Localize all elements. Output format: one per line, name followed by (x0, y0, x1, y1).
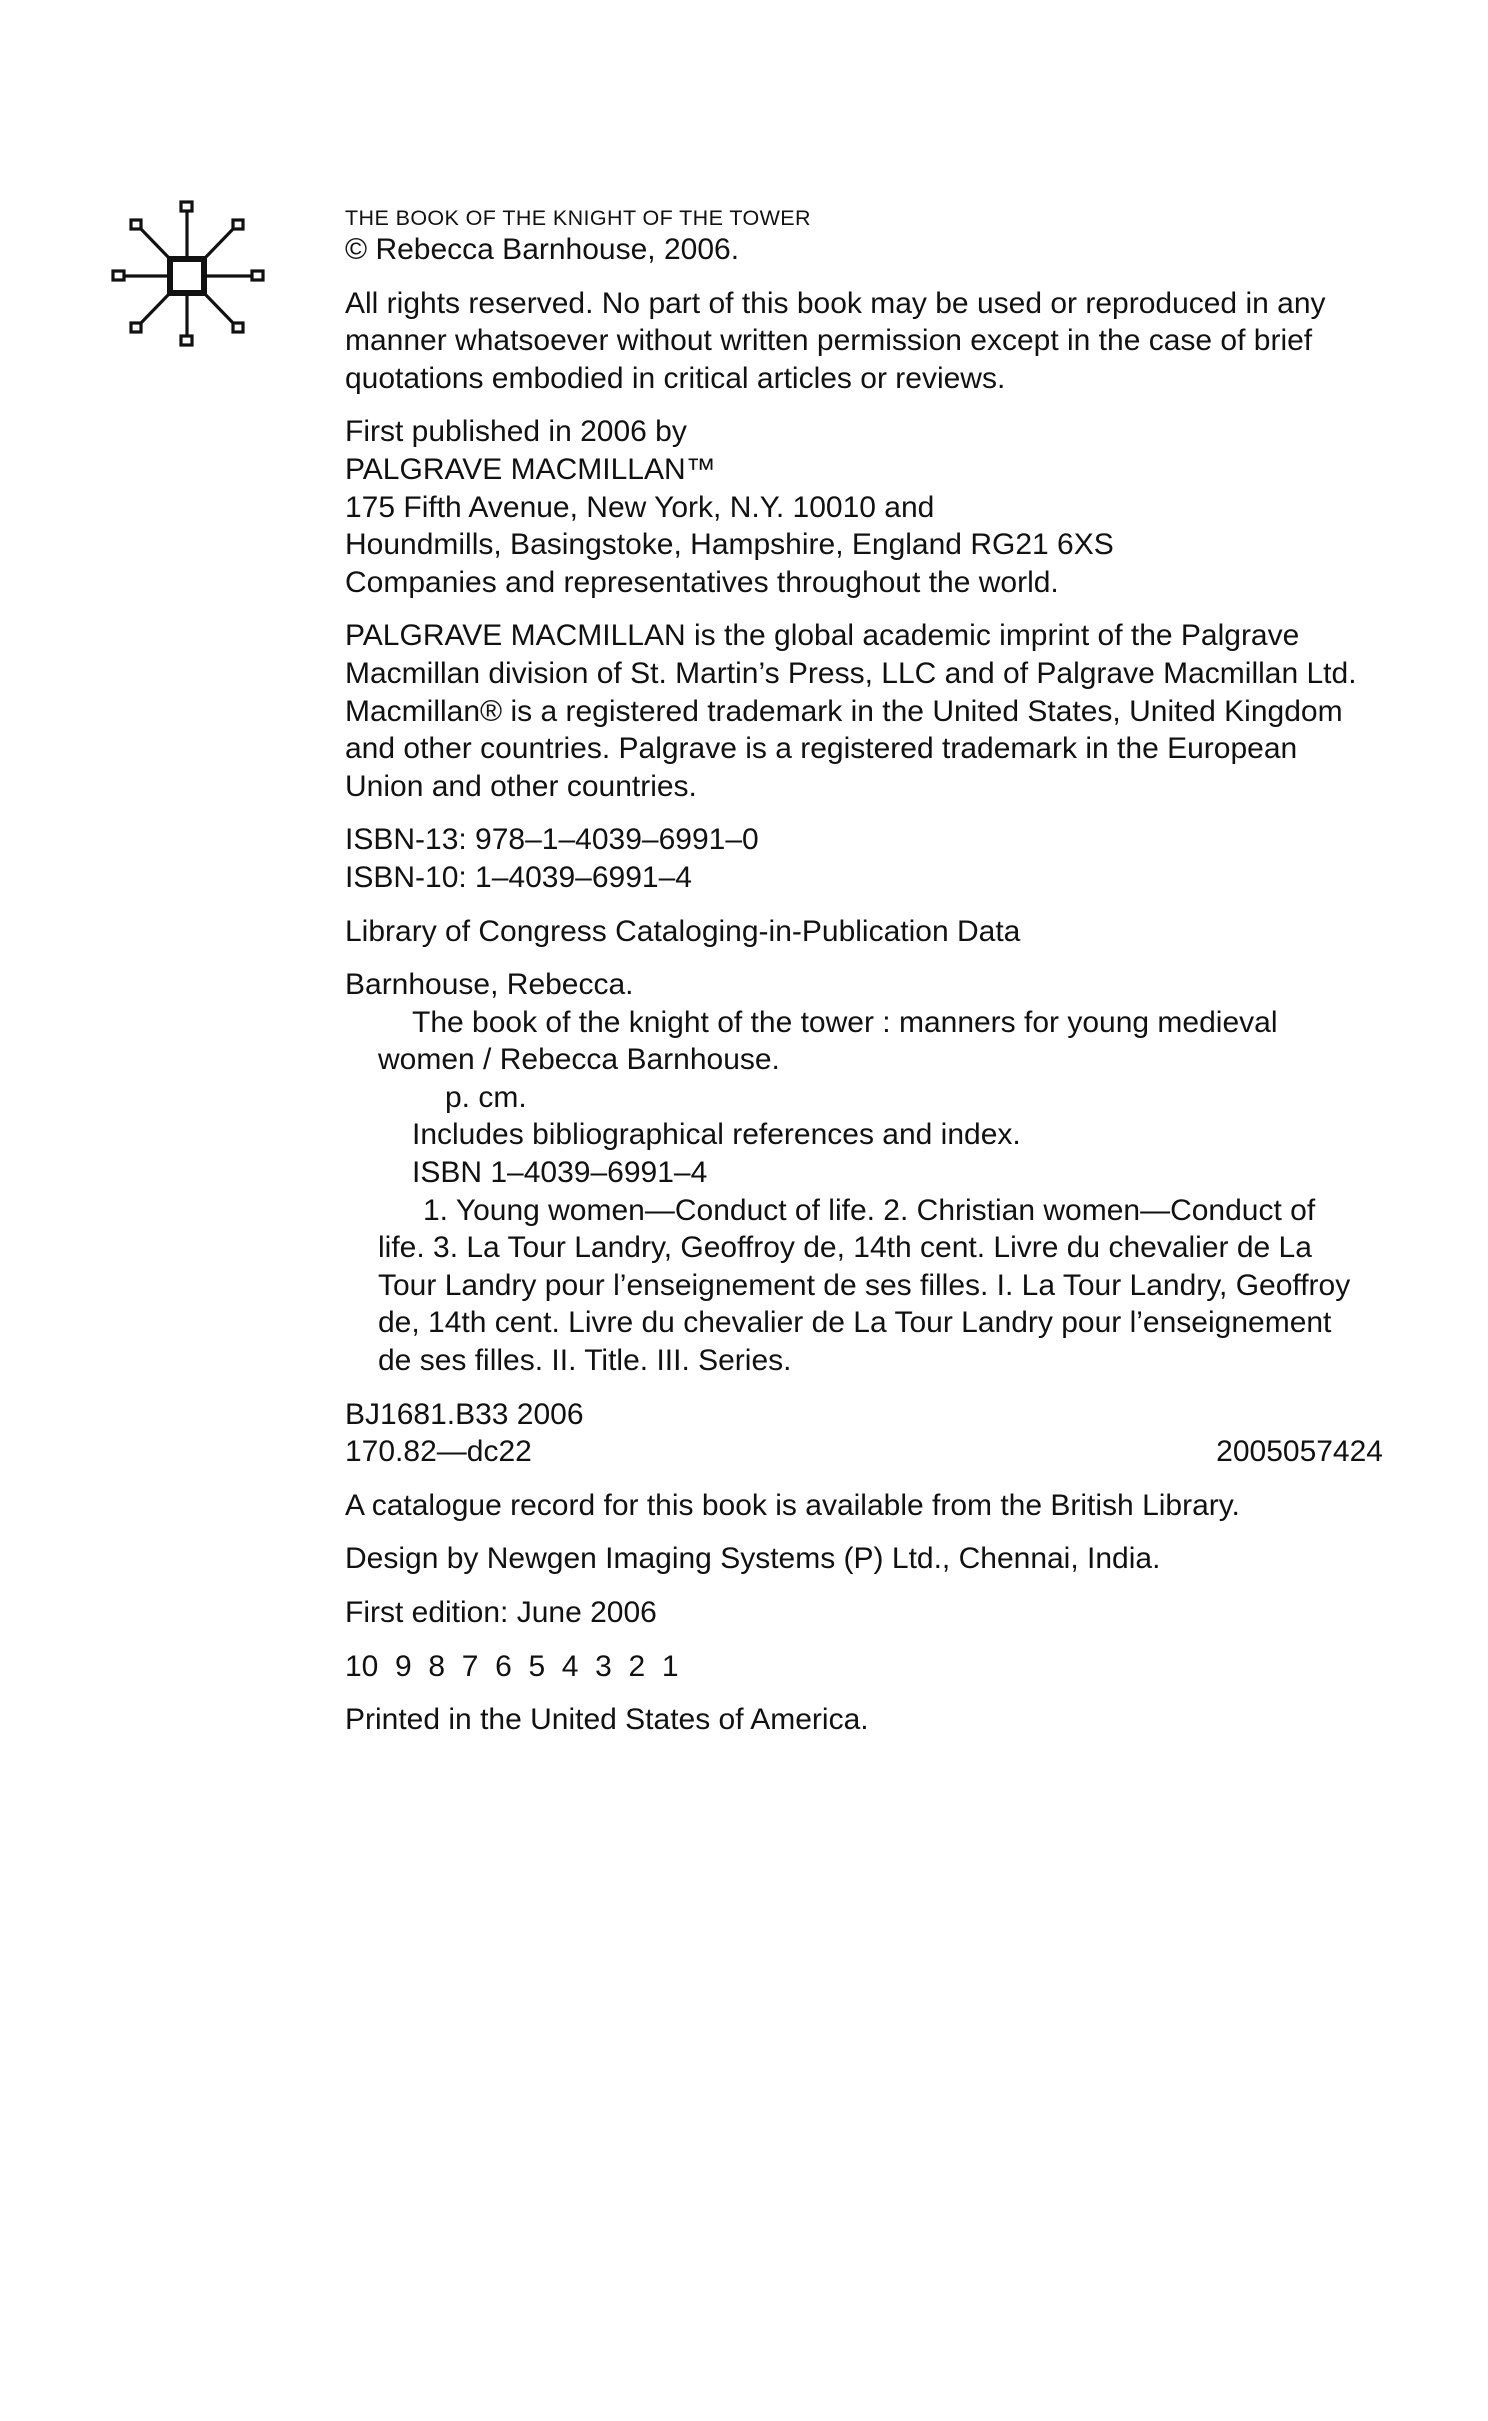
isbn-block (345, 821, 1383, 896)
rights-paragraph (345, 285, 1383, 398)
cip-includes: Includes bibliographical references and index. (412, 1118, 1021, 1152)
design-credit-text: Design by Newgen Imaging Systems (P) Ltd., Chennai, India. (345, 1542, 1161, 1576)
rights-line: manner whatsoever without written permission except in the case of brief (345, 324, 1313, 358)
cip-subject-line: de ses filles. II. Title. III. Series. (378, 1344, 792, 1378)
imprint-paragraph (345, 617, 1383, 805)
publisher-device-icon (110, 198, 268, 356)
cip-subject-line: de, 14th cent. Livre du chevalier de La Tour Landry pour l’enseignement (378, 1306, 1332, 1340)
cip-isbn: ISBN 1–4039–6991–4 (412, 1156, 708, 1190)
series-title: THE BOOK OF THE KNIGHT OF THE TOWER (345, 206, 811, 230)
printing-line (345, 1648, 1383, 1686)
cip-heading (345, 913, 1383, 951)
edition-note (345, 1594, 1383, 1632)
cip-subject-line: Tour Landry pour l’enseignement de ses filles. I. La Tour Landry, Geoffroy (378, 1268, 1351, 1302)
imprint-line: Macmillan® is a registered trademark in the United States, United Kingdom (345, 694, 1343, 728)
publisher-line: 175 Fifth Avenue, New York, N.Y. 10010 and (345, 490, 935, 524)
cip-record (345, 966, 1383, 1380)
rights-line: quotations embodied in critical articles or reviews. (345, 361, 1006, 395)
isbn-13: ISBN-13: 978–1–4039–6991–0 (345, 823, 759, 857)
imprint-line: and other countries. Palgrave is a registered trademark in the European (345, 732, 1298, 766)
publisher-paragraph (345, 413, 1383, 601)
cip-subject-line: life. 3. La Tour Landry, Geoffroy de, 14th cent. Livre du chevalier de La (378, 1231, 1312, 1265)
publisher-line: Houndmills, Basingstoke, Hampshire, England RG21 6XS (345, 528, 1114, 562)
lc-call-number: BJ1681.B33 2006 (345, 1397, 584, 1431)
imprint-line: Macmillan division of St. Martin’s Press, LLC and of Palgrave Macmillan Ltd. (345, 656, 1357, 690)
cip-title-line: The book of the knight of the tower : manners for young medieval (412, 1005, 1278, 1039)
imprint-line: Union and other countries. (345, 769, 697, 803)
classification-block (345, 1396, 1383, 1471)
design-credit (345, 1540, 1383, 1578)
cip-author: Barnhouse, Rebecca. (345, 968, 634, 1002)
printing-numbers: 10 9 8 7 6 5 4 3 2 1 (345, 1649, 679, 1683)
british-library-text: A catalogue record for this book is available from the British Library. (345, 1488, 1240, 1522)
copyright-line: © Rebecca Barnhouse, 2006. (345, 233, 740, 266)
isbn-10: ISBN-10: 1–4039–6991–4 (345, 860, 692, 894)
publisher-line: First published in 2006 by (345, 415, 687, 449)
cip-title-line: women / Rebecca Barnhouse. (378, 1043, 780, 1077)
edition-text: First edition: June 2006 (345, 1596, 657, 1629)
british-library-note (345, 1487, 1383, 1525)
cip-subject-line: 1. Young women—Conduct of life. 2. Christian women—Conduct of (423, 1193, 1316, 1227)
imprint-line: PALGRAVE MACMILLAN is the global academic imprint of the Palgrave (345, 619, 1300, 653)
dewey-number: 170.82—dc22 (345, 1435, 532, 1469)
cip-pages: p. cm. (445, 1080, 527, 1114)
cip-heading-text: Library of Congress Cataloging-in-Publication Data (345, 914, 1021, 948)
publisher-line: PALGRAVE MACMILLAN™ (345, 452, 716, 486)
printed-in-note (345, 1701, 1383, 1739)
title-block (345, 205, 1383, 269)
copyright-page-text (345, 205, 1383, 1755)
publisher-line: Companies and representatives throughout the world. (345, 565, 1059, 599)
dewey-row (345, 1433, 1383, 1471)
lccn: 2005057424 (1216, 1435, 1383, 1469)
rights-line: All rights reserved. No part of this book may be used or reproduced in any (345, 286, 1326, 320)
printed-in-text: Printed in the United States of America. (345, 1703, 869, 1737)
